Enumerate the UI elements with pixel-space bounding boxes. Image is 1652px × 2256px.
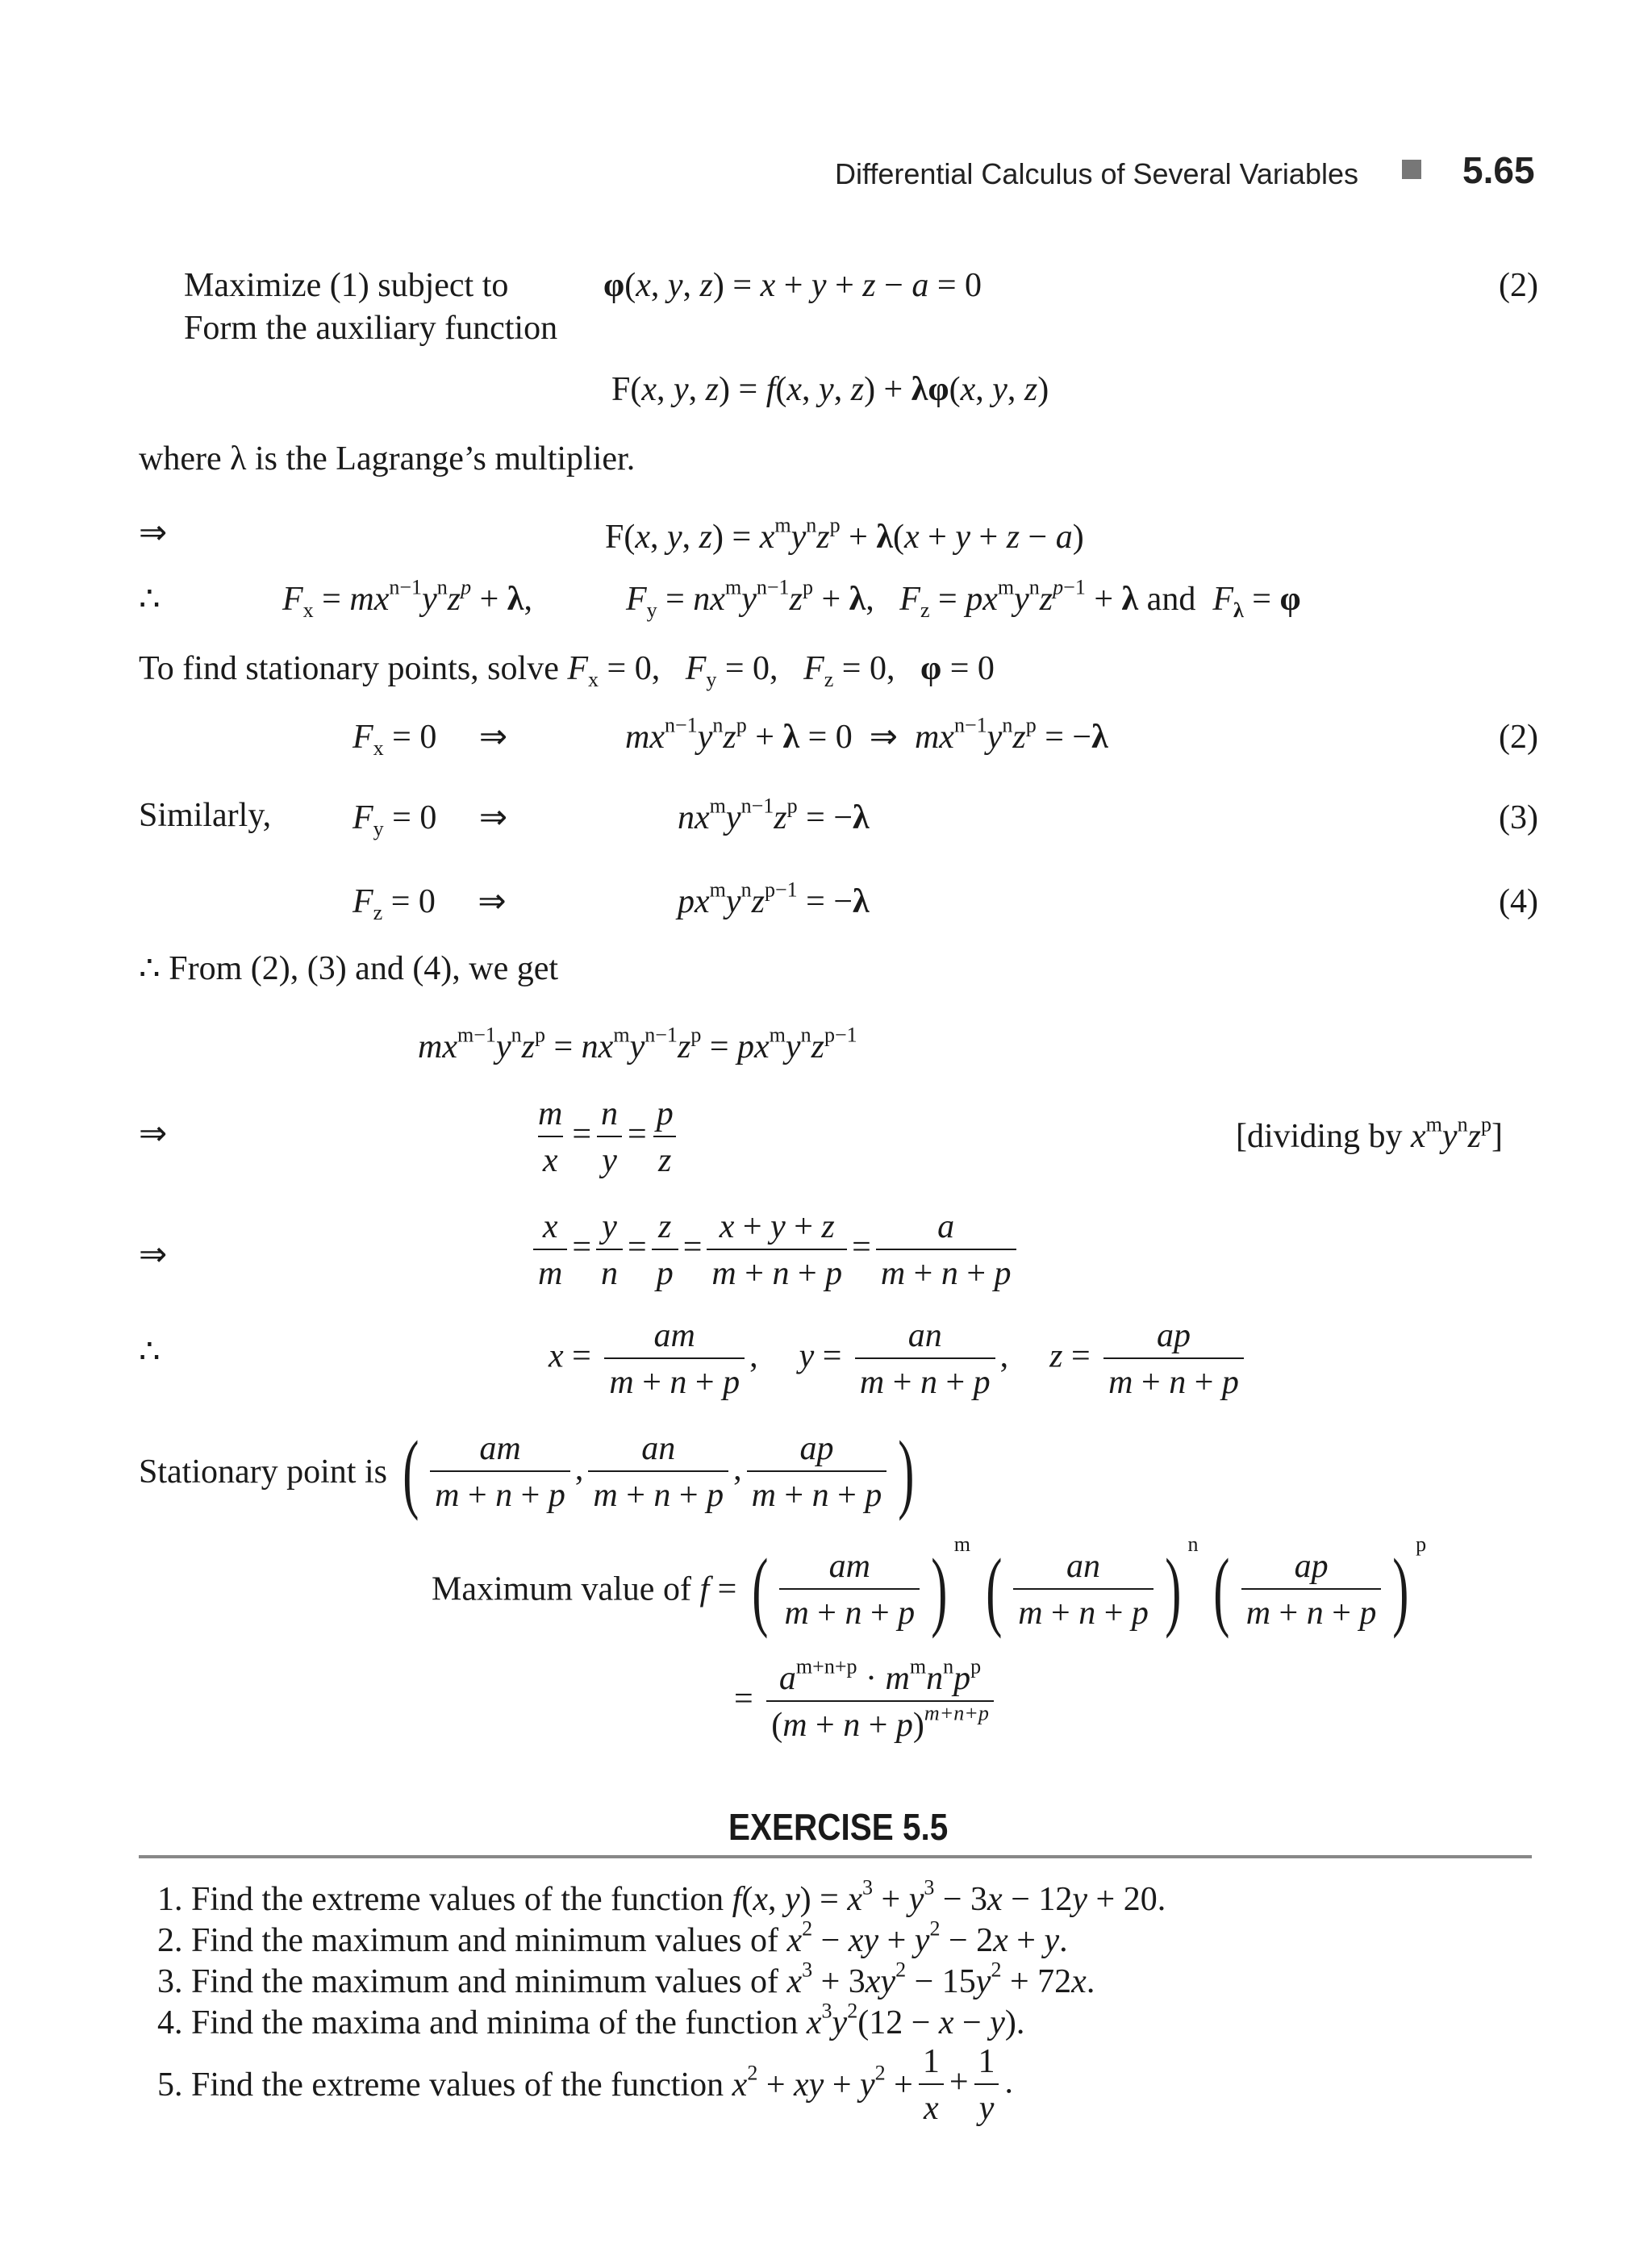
eq-tag: (3) [1499,799,1538,836]
similarly-text: Similarly, [139,797,272,834]
exercise-item-text: 2. Find the maximum and minimum values of [157,1922,778,1959]
dividing-note: [dividing by $x^my^nz^p$] [1236,1112,1503,1155]
solution-values: x = $\frac{am}{m + n + p}$ , y = $\frac{an}{m + n + p}$ , z = $\frac{ap}{m + n + p}$ [549,1319,1249,1399]
exercise-item-text: 4. Find the maxima and minima of the function [157,2004,799,2041]
fy-zero: $F_y = 0$ ⇒ [353,799,508,841]
exercise-item-3: 3. Find the maximum and minimum values of $x^3 + 3xy^2 - 15y^2 + 72x$. [157,1958,1095,2000]
to-find-label: To find stationary points, solve [139,650,559,687]
dividing-label: [dividing by [1236,1118,1403,1155]
exercise-rule [139,1855,1532,1858]
eq-tag: (2) [1499,267,1538,304]
ratio-equation: $\frac{m}{x}$ = $\frac{n}{y}$ = $\frac{p}{z}$ [528,1097,683,1178]
fx-zero: $F_x = 0$ ⇒ [353,719,508,761]
exercise-item-text: 1. Find the extreme values of the function [157,1881,724,1918]
stationary-point: Stationary point is ( $\frac{am}{m + n + p}$ , $\frac{an}{m + n + p}$ , $\frac{ap}{m + n + p}$ ) [139,1423,915,1521]
fy-equation: $nx^my^{n-1}z^p = -\lambda$ [678,794,870,836]
where-text: where λ is the Lagrange’s multiplier. [139,440,636,477]
equality-chain: $mx^{m-1}y^nz^p = nx^my^{n-1}z^p = px^my^nz^{p-1}$ [418,1023,857,1065]
therefore-symbol: ∴ [139,581,161,618]
page-number: 5.65 [1462,149,1535,191]
exercise-item-4: 4. Find the maxima and minima of the function $x^3y^2(12 - x - y)$. [157,1999,1025,2041]
form-aux-text: Form the auxiliary function [184,310,558,347]
fz-zero: $F_z = 0$ ⇒ [353,883,507,925]
exercise-item-text: 3. Find the maximum and minimum values of [157,1963,778,2000]
exercise-item-2: 2. Find the maximum and minimum values of $x^2$ − xy + $y^2 - 2x + y$. [157,1916,1068,1959]
implies-symbol: ⇒ [139,515,168,552]
exercise-title: EXERCISE 5.5 [728,1806,949,1848]
running-title: Differential Calculus of Several Variables [835,157,1358,190]
maximum-value-result: = $\frac{a^{m+n+p} \cdot m^mn^np^p}{(m + n + p)^{m+n+p}}$ [734,1662,999,1742]
max-value-label: Maximum value of [432,1570,691,1608]
fz-equation: $px^my^nz^{p-1} = -\lambda$ [678,878,870,920]
exercise-item-text: 5. Find the extreme values of the function [157,2066,724,2104]
fx-equation: $mx^{n-1}y^nz^p + \lambda = 0$ ⇒ $mx^{n-1}y^nz^p = -\lambda$ [625,713,1108,756]
implies-symbol: ⇒ [139,1115,168,1153]
header-square-icon [1402,160,1421,179]
implies-symbol: ⇒ [139,1236,168,1274]
eq-tag: (4) [1499,883,1538,920]
maximum-value: Maximum value of f = ( $\frac{am}{m + n + p}$ ) $^m$ ( $\frac{an}{m + n + p}$ ) $^n$ ( $\frac{ap}{m + n + p}$ ) $^p$ [432,1532,1427,1639]
f-expansion: F(x, y, $z) = x^my^nz^p + \lambda(x + y + z - a)$ [605,513,1084,556]
maximize-text: Maximize (1) subject to [184,267,509,304]
stationary-label: Stationary point is [139,1453,387,1491]
to-find-text: To find stationary points, solve $F_x = 0$, $F_y = 0$, $F_z = 0$, φ = 0 [139,650,995,692]
from-text: ∴ From (2), (3) and (4), we get [139,950,559,987]
constraint-equation: φ(x, y, z) = x + y + z − a = 0 [603,267,982,304]
proportion-equation: $\frac{x}{m}$ = $\frac{y}{n}$ = $\frac{z}{p}$ = $\frac{x + y + z}{m + n + p}$ = $\frac{a}{m + n + p}$ [528,1210,1021,1291]
aux-function: F(x, y, z) = f(x, y, z) + λφ(x, y, z) [611,371,1049,408]
exercise-item-1: 1. Find the extreme values of the function f(x, $y) = x^3 + y^3 - 3x - 12y + 20$. [157,1875,1166,1918]
eq-tag: (2) [1499,719,1538,756]
partial-derivatives: $F_x = mx^{n-1}y^nz^p + \lambda$, $F_y = nx^my^{n-1}z^p + \lambda$, $F_z = px^my^nz^{p-1} + \lambda$ and $F_\lambda = \varphi$ [282,575,1301,623]
exercise-item-5: 5. Find the extreme values of the function $x^2$ + xy + $y^2$ + $\frac{1}{x}$ + $\frac{1}{y}$ . [157,2043,1014,2127]
therefore-symbol: ∴ [139,1333,161,1370]
